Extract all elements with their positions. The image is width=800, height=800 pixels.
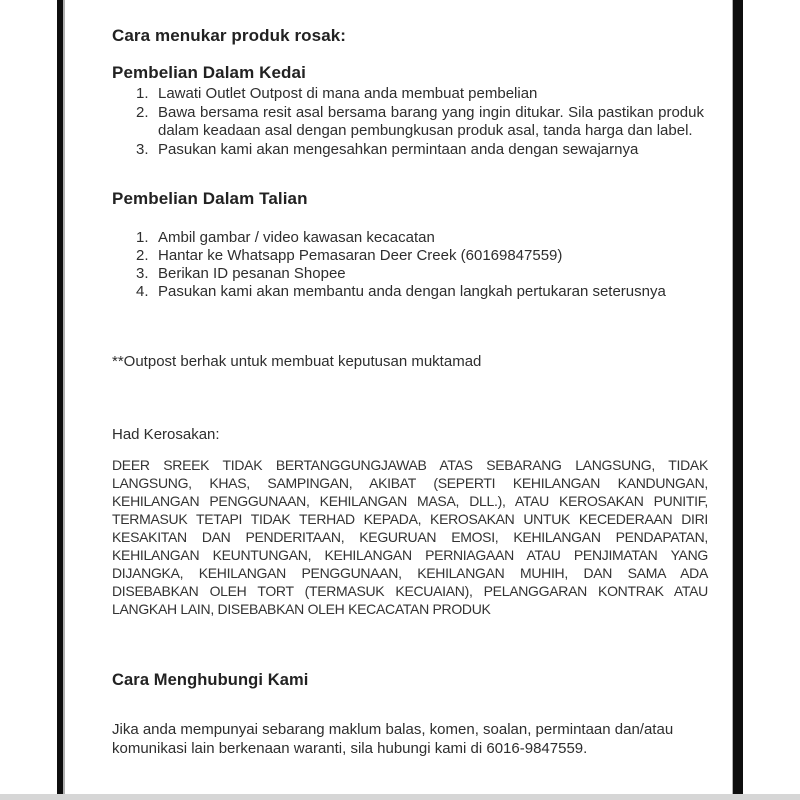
page-title: Cara menukar produk rosak:: [112, 26, 347, 45]
list-item: [112, 85, 704, 104]
list-item-text: Pasukan kami akan membantu anda dengan langkah pertukaran seterusnya: [158, 283, 666, 300]
list-item: [112, 265, 704, 283]
list-item-number: 4.: [136, 283, 149, 300]
list-item-text: Lawati Outlet Outpost di mana anda membuat pembelian: [158, 85, 538, 102]
list-item: [112, 104, 704, 141]
document-content: [112, 0, 708, 758]
list-item-text: Bawa bersama resit asal bersama barang yang ingin ditukar. Sila pastikan produk dalam keadaan asal dengan pembungkusan produk asal, tanda harga dan label.: [158, 103, 704, 139]
in-store-steps-list: [112, 85, 704, 159]
bottom-edge-strip: [0, 794, 800, 800]
list-item-number: 2.: [136, 103, 149, 121]
list-item-number: 3.: [136, 265, 149, 282]
list-item-number: 1.: [136, 85, 149, 102]
list-item-number: 1.: [136, 229, 149, 246]
section-heading-online: Pembelian Dalam Talian: [112, 189, 308, 208]
list-item: [112, 283, 704, 301]
final-decision-note: **Outpost berhak untuk membuat keputusan muktamad: [112, 353, 482, 370]
liability-paragraph: DEER SREEK TIDAK BERTANGGUNGJAWAB ATAS SEBARANG LANGSUNG, TIDAK LANGSUNG, KHAS, SAMPINGAN, AKIBAT (SEPERTI KEHILANGAN KANDUNGAN, KEHILANGAN PENGGUNAAN, KEHILANGAN MASA, DLL.), ATAU KEROSAKAN PUNITIF, TERMASUK TETAPI TIDAK TERHAD KEPADA, KEROSAKAN UNTUK KECEDERAAN DIRI KESAKITAN DAN PENDERITAAN, KEGURUAN EMOSI, KEHILANGAN PENDAPATAN, KEHILANGAN KEUNTUNGAN, KEHILANGAN PERNIAGAAN ATAU PENJIMATAN YANG DIJANGKA, KEHILANGAN PENGGUNAAN, KEHILANGAN MUHIH, DAN SAMA ADA DISEBABKAN OLEH TORT (TERMASUK KECUAIAN), PELANGGARAN KONTRAK ATAU LANGKAH LAIN, DISEBABKAN OLEH KECACATAN PRODUK: [112, 457, 708, 617]
liability-heading: Had Kerosakan:: [112, 426, 220, 443]
list-item-text: Hantar ke Whatsapp Pemasaran Deer Creek (60169847559): [158, 247, 563, 264]
list-item-text: Pasukan kami akan mengesahkan permintaan anda dengan sewajarnya: [158, 140, 639, 158]
online-steps-list: [112, 229, 704, 301]
section-heading-in-store: Pembelian Dalam Kedai: [112, 63, 306, 82]
list-item: [112, 229, 704, 247]
left-border-bar: [57, 0, 65, 794]
list-item-text: Ambil gambar / video kawasan kecacatan: [158, 229, 435, 246]
list-item-text: Berikan ID pesanan Shopee: [158, 265, 346, 282]
right-border-bar: [732, 0, 743, 794]
list-item-number: 2.: [136, 247, 149, 264]
list-item: [112, 141, 704, 160]
contact-paragraph: Jika anda mempunyai sebarang maklum balas, komen, soalan, permintaan dan/atau komunikasi lain berkenaan waranti, sila hubungi kami di 6016-9847559.: [112, 721, 674, 757]
contact-heading: Cara Menghubungi Kami: [112, 671, 309, 689]
list-item-number: 3.: [136, 140, 149, 158]
list-item: [112, 247, 704, 265]
